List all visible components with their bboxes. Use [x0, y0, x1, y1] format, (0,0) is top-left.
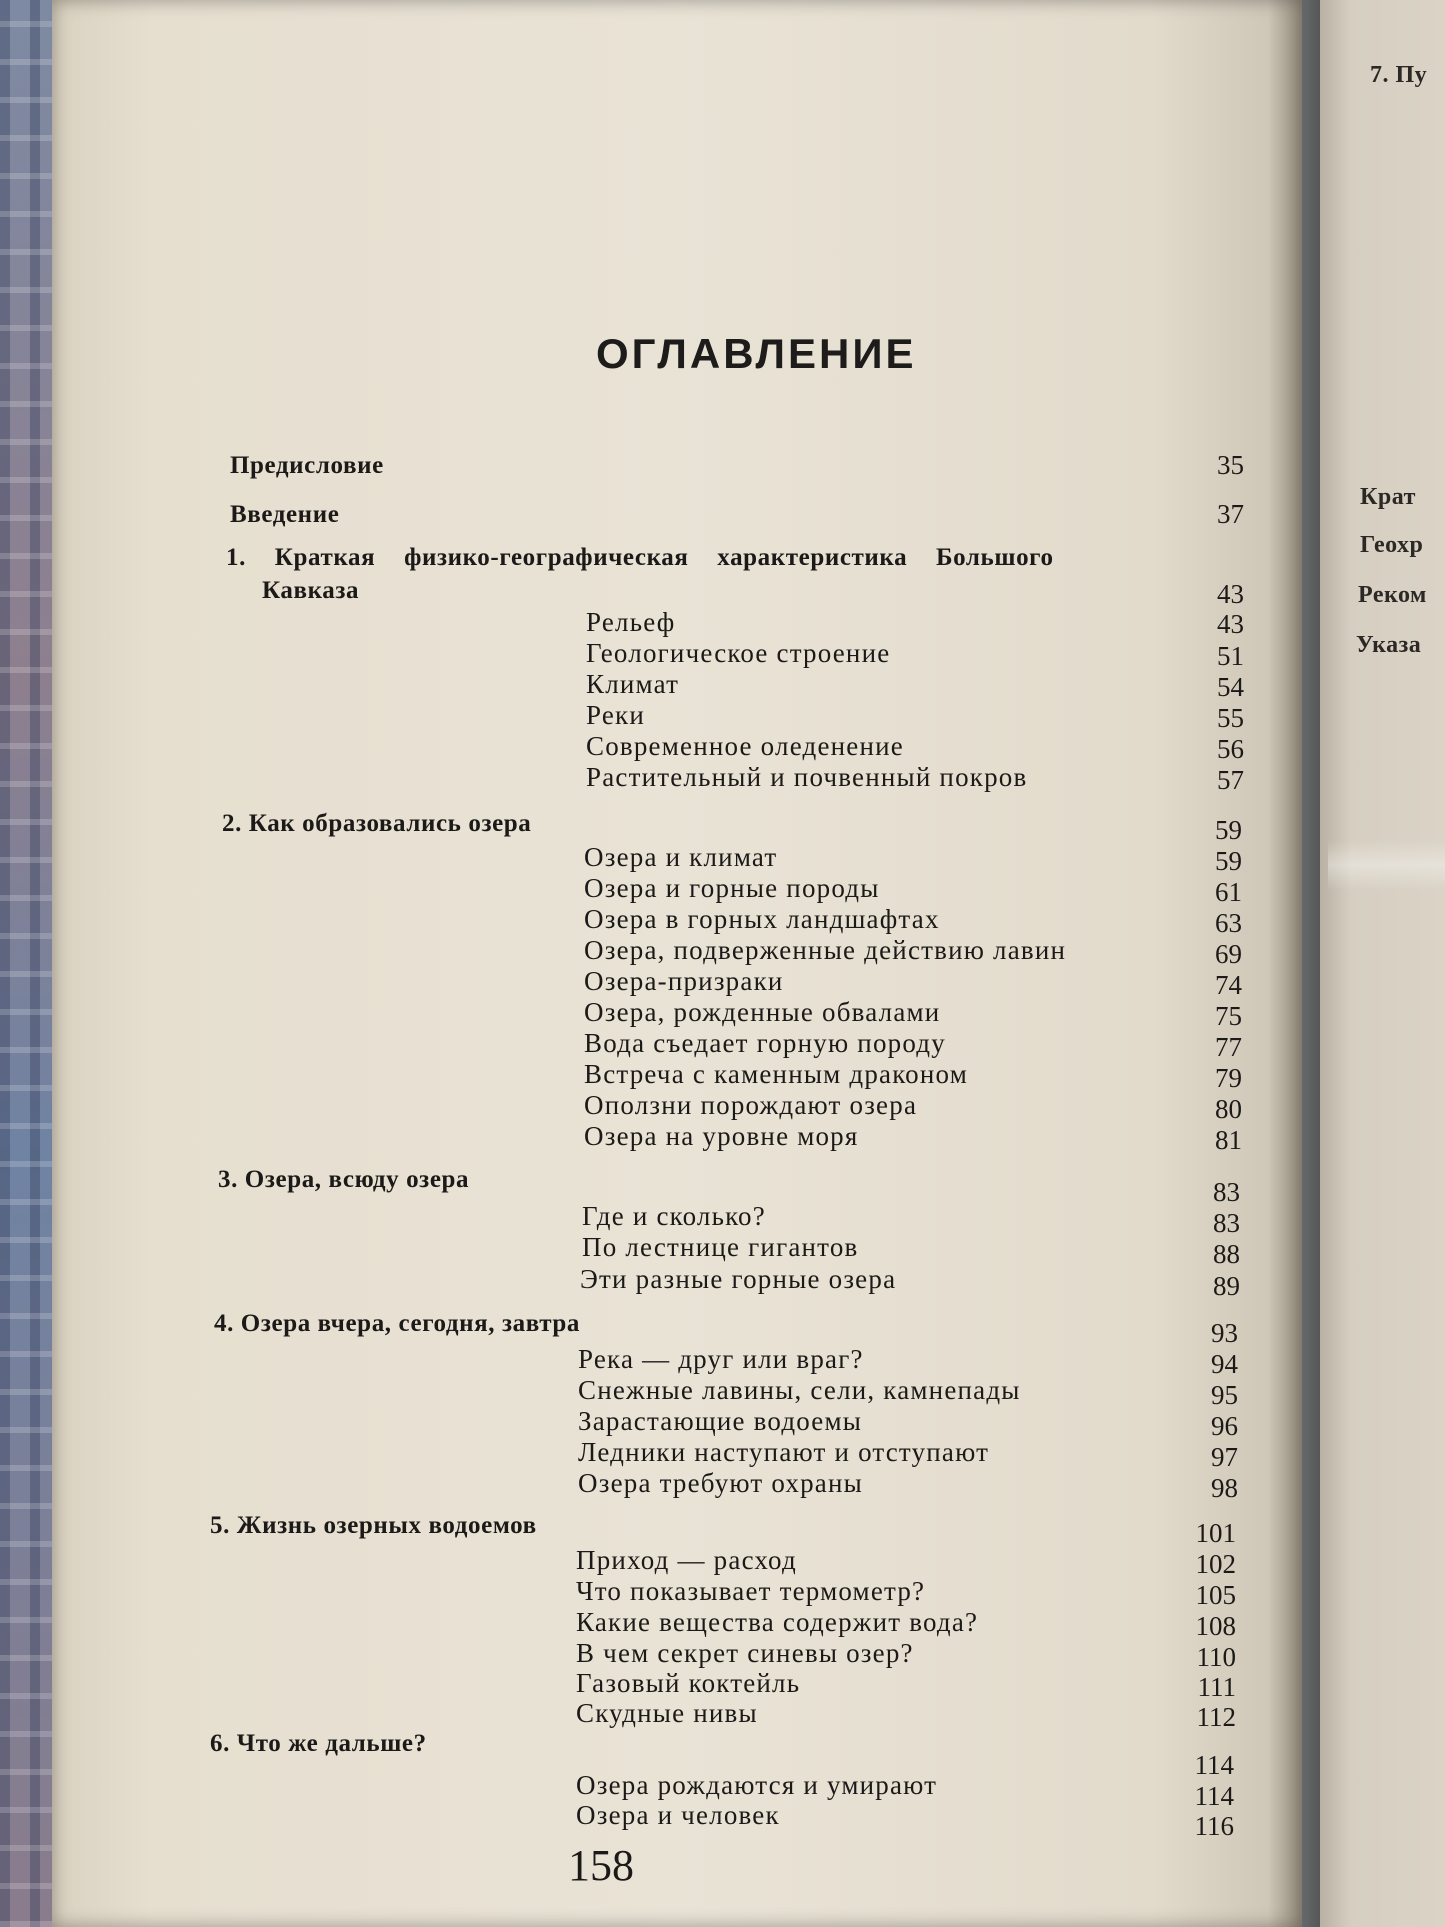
- section-label: Эти разные горные озера: [580, 1264, 897, 1294]
- facing-page-heading: 7. Пу: [1370, 62, 1428, 88]
- section-label: Реки: [586, 700, 646, 730]
- section-page: 112: [1196, 1702, 1236, 1732]
- toc-entry-page: 37: [1217, 499, 1244, 529]
- section-page: 108: [1195, 1611, 1236, 1641]
- section-label: Озера в горных ландшафтах: [584, 904, 940, 934]
- section-label: Зарастающие водоемы: [578, 1406, 863, 1436]
- section-page: 43: [1217, 609, 1244, 639]
- section-page: 57: [1217, 765, 1244, 795]
- section-label: Озера на уровне моря: [584, 1121, 859, 1151]
- page-number: 158: [568, 1841, 634, 1890]
- section-label: Ледники наступают и отступают: [578, 1437, 990, 1467]
- section-page: 96: [1211, 1411, 1238, 1441]
- section-page: 111: [1197, 1672, 1236, 1702]
- section-label: Приход — расход: [576, 1545, 797, 1575]
- section-label: По лестнице гигантов: [582, 1232, 859, 1262]
- chapter-3-title: 3. Озера, всюду озера: [218, 1166, 470, 1193]
- section-page: 69: [1215, 939, 1242, 969]
- chapter-4-page: 93: [1211, 1318, 1238, 1348]
- section-page: 110: [1196, 1642, 1236, 1672]
- section-label: Озера, рожденные обвалами: [584, 997, 941, 1027]
- section-page: 54: [1217, 672, 1244, 702]
- section-page: 79: [1215, 1063, 1242, 1093]
- section-label: Рельеф: [586, 607, 676, 637]
- section-page: 56: [1217, 734, 1244, 764]
- section-label: Какие вещества содержит вода?: [576, 1607, 979, 1637]
- section-label: Скудные нивы: [576, 1698, 758, 1728]
- section-page: 89: [1213, 1271, 1240, 1301]
- section-page: 94: [1211, 1349, 1238, 1379]
- chapter-6-title: 6. Что же дальше?: [210, 1730, 427, 1757]
- chapter-1-title: [226, 544, 1166, 572]
- chapter-5-title: 5. Жизнь озерных водоемов: [210, 1512, 537, 1539]
- chapter-4-title: 4. Озера вчера, сегодня, завтра: [214, 1310, 580, 1337]
- page-fold-crease: [1328, 840, 1445, 890]
- section-page: 74: [1215, 970, 1242, 1000]
- section-label: Климат: [586, 669, 680, 699]
- section-label: Озера, подверженные действию лавин: [584, 935, 1067, 965]
- section-label: Геологическое строение: [586, 638, 891, 668]
- facing-page-item: Геохр: [1360, 532, 1424, 558]
- section-label: Озера и климат: [584, 842, 778, 872]
- section-label: Снежные лавины, сели, камнепады: [578, 1375, 1021, 1405]
- section-page: 63: [1215, 908, 1242, 938]
- section-page: 81: [1215, 1125, 1242, 1155]
- section-label: Вода съедает горную породу: [584, 1028, 946, 1058]
- section-label: В чем секрет синевы озер?: [576, 1638, 914, 1668]
- section-label: Оползни порождают озера: [584, 1090, 918, 1120]
- section-page: 80: [1215, 1094, 1242, 1124]
- section-label: Озера требуют охраны: [578, 1468, 863, 1498]
- section-page: 83: [1213, 1208, 1240, 1238]
- chapter-1-title-text: 1. Краткая физико-географическая характеристика Большого: [226, 544, 1054, 571]
- section-page: 61: [1215, 877, 1242, 907]
- section-page: 102: [1195, 1549, 1236, 1579]
- section-label: Озера и горные породы: [584, 873, 880, 903]
- facing-page-item: Реком: [1358, 582, 1427, 608]
- facing-page: [1320, 0, 1445, 1927]
- facing-page-item: Указа: [1356, 632, 1422, 658]
- section-page: 116: [1194, 1811, 1234, 1841]
- chapter-2-page: 59: [1215, 815, 1242, 845]
- section-label: Встреча с каменным драконом: [584, 1059, 969, 1089]
- chapter-2-title: 2. Как образовались озера: [222, 810, 532, 837]
- section-label: Газовый коктейль: [576, 1668, 801, 1698]
- section-page: 88: [1213, 1239, 1240, 1269]
- section-page: 59: [1215, 846, 1242, 876]
- section-page: 98: [1211, 1473, 1238, 1503]
- section-label: Где и сколько?: [582, 1201, 766, 1231]
- toc-entry-label: Предисловие: [230, 452, 384, 479]
- section-label: Растительный и почвенный покров: [586, 762, 1028, 792]
- chapter-3-page: 83: [1213, 1177, 1240, 1207]
- section-label: Озера рождаются и умирают: [576, 1770, 938, 1800]
- section-label: Озера-призраки: [584, 966, 784, 996]
- chapter-1-title-cont: Кавказа: [262, 577, 360, 604]
- section-page: 105: [1195, 1580, 1236, 1610]
- section-page: 75: [1215, 1001, 1242, 1031]
- chapter-1-page: 43: [1217, 579, 1244, 609]
- section-label: Озера и человек: [576, 1800, 780, 1830]
- section-page: 114: [1194, 1781, 1234, 1811]
- section-page: 77: [1215, 1032, 1242, 1062]
- toc-entry-page: 35: [1217, 450, 1244, 480]
- section-label: Что показывает термометр?: [576, 1576, 926, 1606]
- section-page: 95: [1211, 1380, 1238, 1410]
- section-page: 55: [1217, 703, 1244, 733]
- chapter-6-page: 114: [1194, 1750, 1234, 1780]
- section-page: 51: [1217, 641, 1244, 671]
- section-page: 97: [1211, 1442, 1238, 1472]
- chapter-5-page: 101: [1195, 1518, 1236, 1548]
- page-title: ОГЛАВЛЕНИЕ: [596, 330, 917, 377]
- toc-entry-label: Введение: [230, 501, 340, 528]
- section-label: Река — друг или враг?: [578, 1344, 864, 1374]
- section-label: Современное оледенение: [586, 731, 904, 761]
- facing-page-item: Крат: [1360, 484, 1416, 510]
